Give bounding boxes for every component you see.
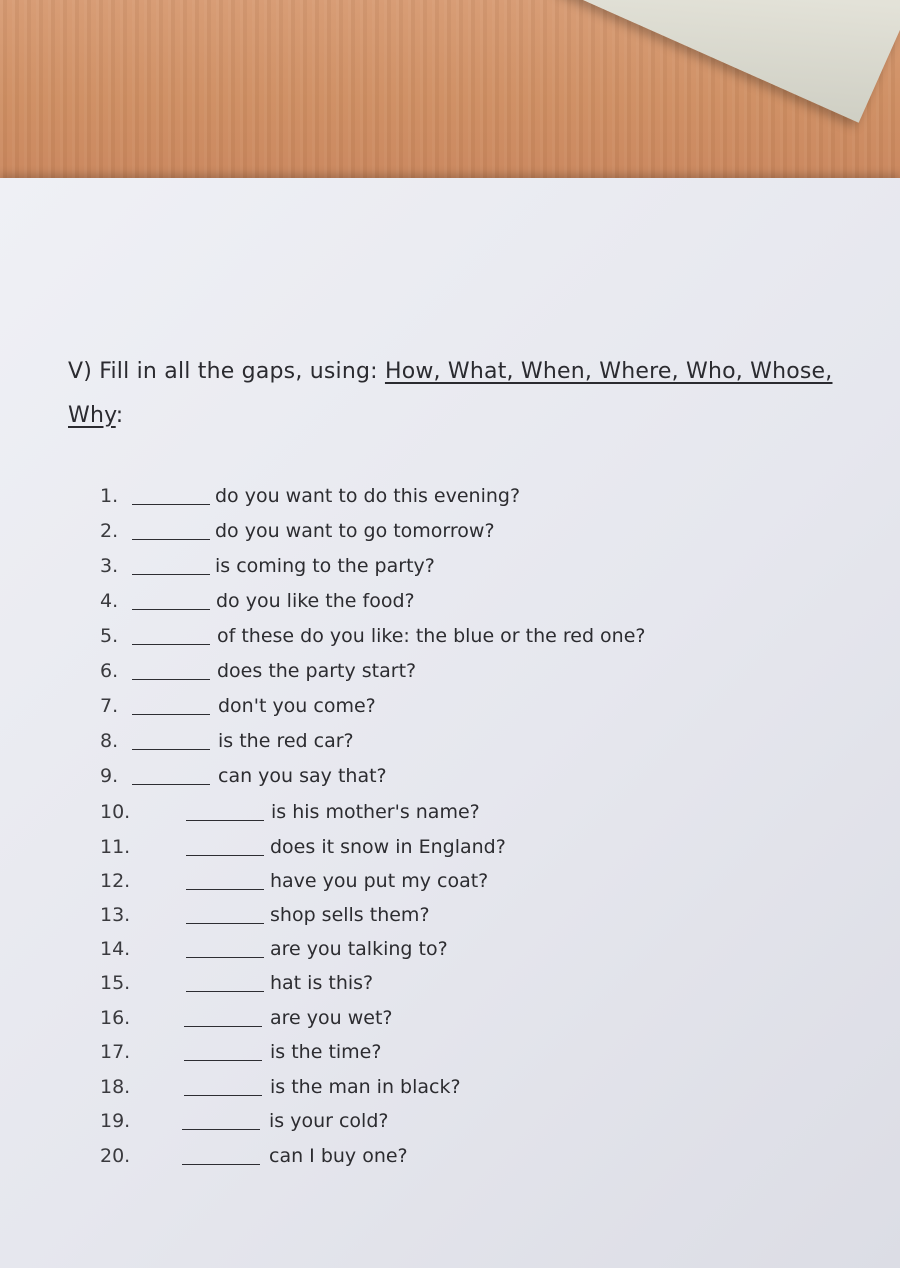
answer-blank[interactable] [182, 1129, 260, 1130]
answer-blank[interactable] [184, 1095, 262, 1096]
question-text: is coming to the party? [215, 555, 435, 577]
answer-blank[interactable] [182, 1164, 260, 1165]
answer-blank[interactable] [132, 714, 210, 715]
answer-blank[interactable] [184, 1026, 262, 1027]
answer-blank[interactable] [132, 784, 210, 785]
instruction-prefix: V) Fill in all the gaps, using: [68, 359, 385, 384]
answer-blank[interactable] [132, 609, 210, 610]
question-text: is the man in black? [270, 1076, 461, 1098]
question-number: 13. [100, 904, 131, 926]
question-number: 20. [100, 1145, 131, 1167]
question-text: can I buy one? [269, 1145, 408, 1167]
answer-blank[interactable] [132, 644, 210, 645]
question-number: 19. [100, 1110, 131, 1132]
question-text: are you wet? [270, 1007, 393, 1029]
question-number: 12. [100, 870, 131, 892]
question-text: is the time? [270, 1041, 382, 1063]
question-text: do you want to go tomorrow? [215, 520, 495, 542]
answer-blank[interactable] [132, 574, 210, 575]
question-number: 10. [100, 801, 131, 823]
question-text: have you put my coat? [270, 870, 489, 892]
question-text: is the red car? [218, 730, 354, 752]
answer-blank[interactable] [132, 504, 210, 505]
question-number: 15. [100, 972, 131, 994]
question-number: 1. [100, 485, 119, 507]
answer-blank[interactable] [186, 957, 264, 958]
question-text: shop sells them? [270, 904, 430, 926]
question-text: don't you come? [218, 695, 376, 717]
exercise-instructions [68, 350, 848, 438]
question-number: 14. [100, 938, 131, 960]
answer-blank[interactable] [186, 889, 264, 890]
instruction-suffix: : [115, 403, 124, 428]
question-number: 3. [100, 555, 119, 577]
answer-blank[interactable] [186, 820, 264, 821]
answer-blank[interactable] [186, 991, 264, 992]
question-number: 6. [100, 660, 119, 682]
question-text: do you want to do this evening? [215, 485, 521, 507]
answer-blank[interactable] [132, 539, 210, 540]
answer-blank[interactable] [132, 749, 210, 750]
question-number: 9. [100, 765, 119, 787]
answer-blank[interactable] [132, 679, 210, 680]
question-text: do you like the food? [216, 590, 415, 612]
question-number: 7. [100, 695, 119, 717]
question-number: 16. [100, 1007, 131, 1029]
question-text: does it snow in England? [270, 836, 506, 858]
question-number: 18. [100, 1076, 131, 1098]
worksheet-page [0, 178, 900, 1268]
question-text: can you say that? [218, 765, 387, 787]
question-text: of these do you like: the blue or the red one? [217, 625, 646, 647]
question-text: are you talking to? [270, 938, 448, 960]
answer-blank[interactable] [184, 1060, 262, 1061]
question-number: 8. [100, 730, 119, 752]
instruction-word-list: How, What, When, Where, Who, Whose, Why [68, 359, 833, 428]
question-number: 5. [100, 625, 119, 647]
question-number: 4. [100, 590, 119, 612]
question-number: 11. [100, 836, 131, 858]
question-text: hat is this? [270, 972, 374, 994]
question-text: does the party start? [217, 660, 417, 682]
answer-blank[interactable] [186, 855, 264, 856]
question-number: 2. [100, 520, 119, 542]
question-text: is your cold? [269, 1110, 389, 1132]
question-text: is his mother's name? [271, 801, 480, 823]
answer-blank[interactable] [186, 923, 264, 924]
question-number: 17. [100, 1041, 131, 1063]
